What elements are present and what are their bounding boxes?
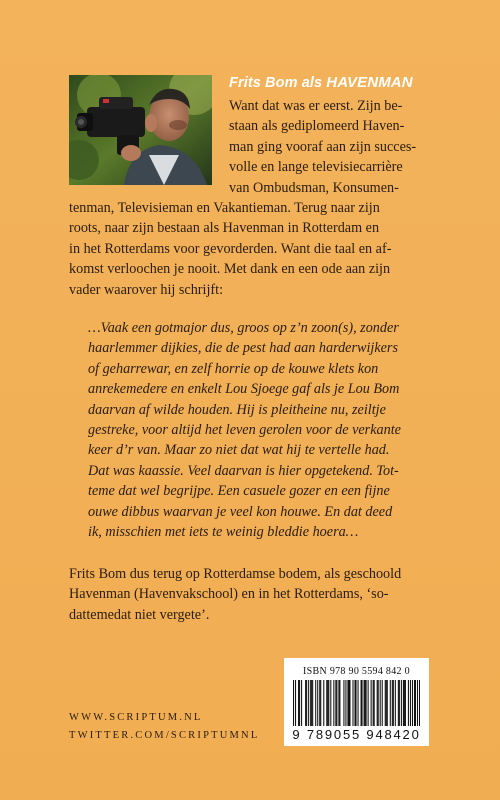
quote-line: ouwe dibbus waarvan je veel kon houwe. En dat deed [88,503,393,520]
quote-line: daarvan af wilde houden. Hij is pleitheine nu, zeiltje [88,401,386,418]
text-line: volle en lange televisiecarrière [229,159,403,176]
text-line: in het Rotterdams voor gevorderden. Want die taal en af- [69,240,392,257]
barcode-digits: 9 789055 948420 [292,727,421,742]
twitter-link[interactable]: TWITTER.COM/SCRIPTUMNL [69,730,260,741]
quote-line: anrekemedere en enkelt Lou Sjoege gaf als je Lou Bom [88,381,400,398]
person-with-tv-camera-photo-icon [69,75,212,185]
quote-line: ik, misschien met iets te weinig bleddie hoera… [88,524,359,541]
quote-line: of geharrewar, en zelf horrie op de kouwe klets kon [88,360,379,377]
quote-line: gestreke, voor altijd het leven gerolen voor de verkante [88,422,401,439]
quote-line: teme dat wel begrijpe. Een casuele gozer en een fijne [88,483,390,500]
text-line: tenman, Televisieman en Vakantieman. Terug naar zijn [69,200,380,216]
text-line: roots, naar zijn bestaan als Havenman in Rotterdam en [69,220,380,237]
quote-line: Dat was kaassie. Veel daarvan is hier opgetekend. Tot- [88,462,399,479]
section-title [229,74,413,91]
text-line: man ging vooraf aan zijn succes- [229,138,417,155]
intro-text-beside-photo [229,96,416,198]
text-line: komst verloochen je nooit. Met dank en een ode aan zijn [69,261,391,278]
barcode-icon [293,680,420,726]
text-line: vader waarover hij schrijft: [69,281,224,298]
website-link[interactable]: WWW.SCRIPTUM.NL [69,712,203,723]
title-emphasis: HAVENMAN [326,74,413,91]
text-line: Want dat was er eerst. Zijn be- [229,98,403,114]
isbn-barcode [284,658,429,746]
quote-block [88,318,401,542]
intro-text-full-width [69,198,391,300]
author-photo [69,75,212,185]
quote-line: …Vaak een gotmajor dus, groos op z’n zoon(s), zonder [88,320,399,336]
title-prefix: Frits Bom als [229,75,327,91]
text-line: van Ombudsman, Konsumen- [229,179,399,196]
text-line: Frits Bom dus terug op Rotterdamse bodem, als geschoold [69,566,402,582]
text-line: Havenman (Havenvakschool) en in het Rotterdams, ‘so- [69,586,389,603]
text-line: dattemedat niet vergete’. [69,606,210,623]
quote-line: keer d’r van. Maar zo niet dat wat hij te vertelle had. [88,442,390,459]
outro-text [69,564,401,625]
isbn-label: ISBN 978 90 5594 842 0 [303,666,410,677]
text-line: staan als gediplomeerd Haven- [229,118,405,135]
quote-line: haarlemmer dijkies, die de pest had aan harderwijkers [88,340,398,357]
